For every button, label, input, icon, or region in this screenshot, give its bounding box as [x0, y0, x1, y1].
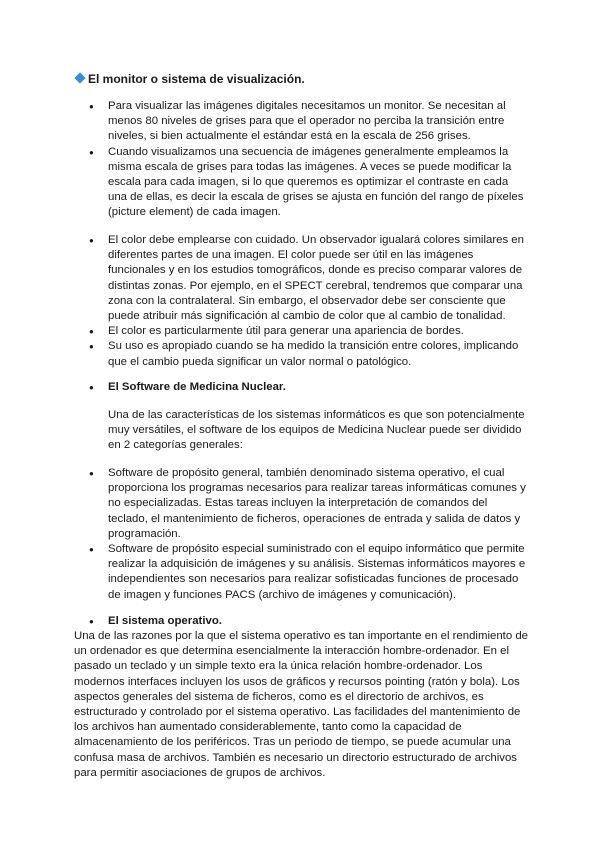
- software-intro-paragraph: Una de las características de los sistemas informáticos es que son potencialmente muy versátiles, el software de los equipos de Medicina Nuclear puede ser dividido en 2 categorías generales:: [108, 409, 525, 452]
- bullet-list-color: [108, 233, 528, 370]
- bullet-list-grayscale: [108, 99, 528, 221]
- list-item: ● Su uso es apropiado cuando se ha medido la transición entre colores, implicando que el cambio pueda significar un valor normal o patológico.: [108, 339, 528, 369]
- os-body-paragraph: Una de las razones por la que el sistema operativo es tan importante en el rendimiento de un ordenador es que determina esencialmente la interacción hombre-ordenador. En el pasado un teclado y un simple texto era la única relación hombre-ordenador. Los modernos interfaces incluyen los usos de gráficos y recursos pointing (ratón y bola). Los aspectos generales del sistema de ficheros, como es el directorio de archivos, es estructurado y controlado por el sistema operativo. Las facilidades del mantenimiento de los archivos han aumentado considerablemente, tanto como la capacidad de almacenamiento de los periféricos. Tras un periodo de tiempo, se puede acumular una confusa masa de archivos. También es necesario un directorio estructurado de archivos para permitir asociaciones de grupos de archivos.: [74, 630, 528, 779]
- list-item: ● Para visualizar las imágenes digitales necesitamos un monitor. Se necesitan al menos 80 niveles de grises para que el operador no perciba la transición entre niveles, si bien actualmente el estándar está en la escala de 256 grises.: [108, 99, 528, 145]
- diamond-bullet-icon: [74, 72, 85, 83]
- list-item: ● Software de propósito general, también denominado sistema operativo, el cual proporciona los programas necesarios para realizar tareas informáticas comunes y no especializadas. Estas tareas incluyen la interpretación de comandos del teclado, el mantenimiento de ficheros, operaciones de entrada y salida de datos y programación.: [108, 466, 528, 542]
- list-item: ● El color es particularmente útil para generar una apariencia de bordes.: [108, 324, 528, 339]
- section-title: El monitor o sistema de visualización.: [88, 72, 305, 86]
- list-item: ● Cuando visualizamos una secuencia de imágenes generalmente empleamos la misma escala de grises para todas las imágenes. A veces se puede modificar la escala para cada imagen, si lo que queremos es optimizar el contraste en cada una de ellas, es decir la escala de grises se ajusta en función del rango de píxeles (picture element) de cada imagen.: [108, 145, 528, 221]
- section-heading-monitor: [74, 71, 305, 87]
- section-heading-os: ● El sistema operativo.: [108, 614, 222, 629]
- bullet-list-software: [108, 466, 528, 603]
- section-heading-software: ● El Software de Medicina Nuclear.: [108, 380, 286, 395]
- list-item: ● El color debe emplearse con cuidado. Un observador igualará colores similares en diferentes partes de una imagen. El color puede ser útil en las imágenes funcionales y en los estudios tomográficos, donde es preciso comparar valores de distintas zonas. Por ejemplo, en el SPECT cerebral, tendremos que comparar una zona con la contralateral. Sin embargo, el observador debe ser consciente que puede atribuir más significación al cambio de color que al cambio de tonalidad.: [108, 233, 528, 324]
- list-item: ● Software de propósito especial suministrado con el equipo informático que permite realizar la adquisición de imágenes y su análisis. Sistemas informáticos mayores e independientes son necesarios para realizar sofisticadas funciones de procesado de imagen y funciones PACS (archivo de imágenes y comunicación).: [108, 542, 528, 603]
